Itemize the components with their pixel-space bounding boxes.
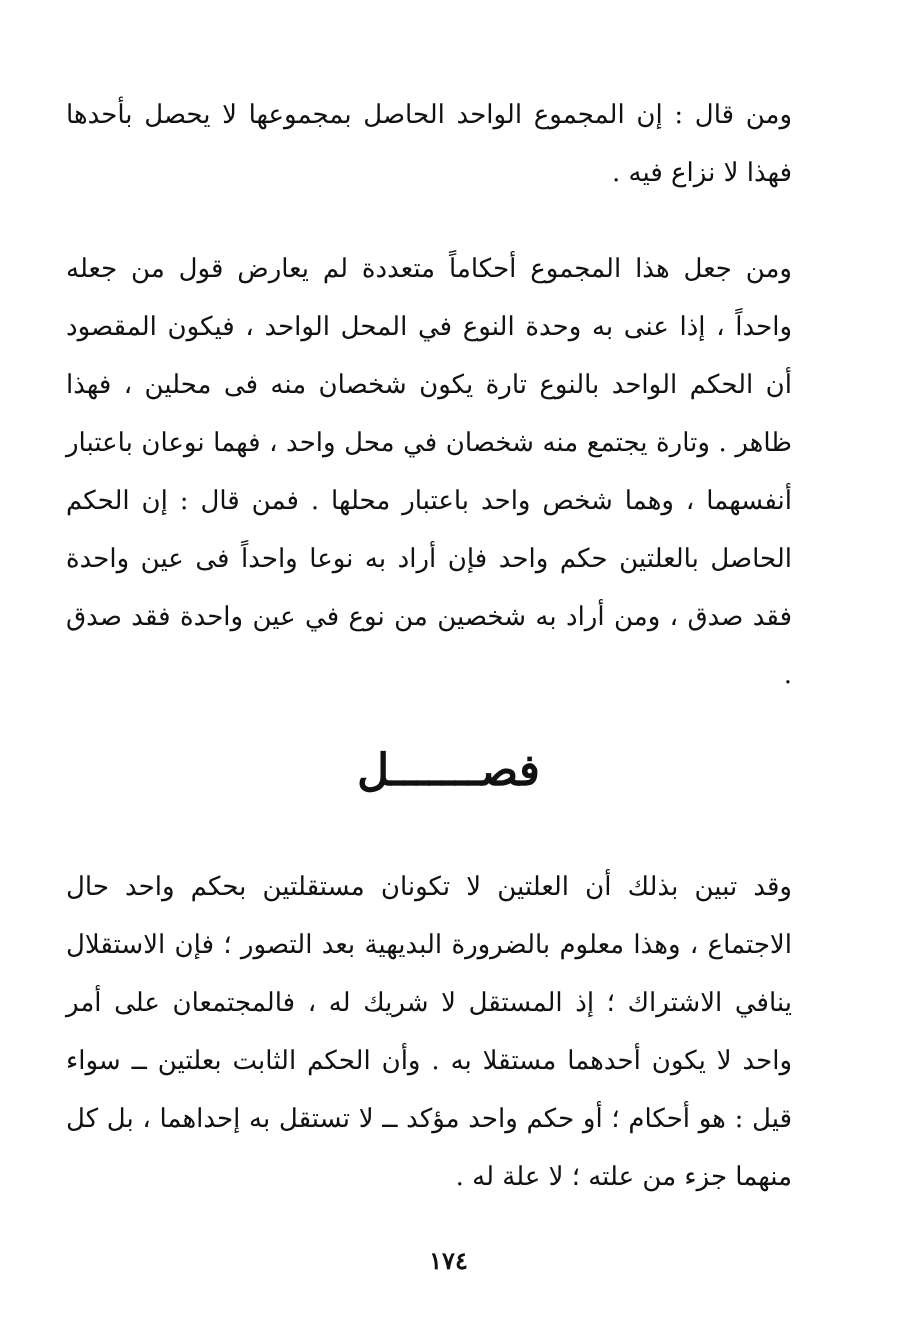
section-heading: فصـــــــل	[357, 745, 540, 796]
section-paragraph: وقد تبين بذلك أن العلتين لا تكونان مستقلتين بحكم واحد حال الاجتماع ، وهذا معلوم بالضرورة البديهية بعد التصور ؛ فإن الاستقلال ينافي الاشتراك ؛ إذ المستقل لا شريك له ، فالمجتمعان على أمر واحد لا يكون أحدهما مستقلا به . وأن الحكم الثابت بعلتين ــ سواء قيل : هو أحكام ؛ أو حكم واحد مؤكد ــ لا تستقل به إحداهما ، بل كل منهما جزء من علته ؛ لا علة له .	[66, 872, 792, 1192]
page-number: ١٧٤	[429, 1246, 468, 1275]
paragraph-2: ومن جعل هذا المجموع أحكاماً متعددة لم يعارض قول من جعله واحداً ، إذا عنى به وحدة النوع في المحل الواحد ، فيكون المقصود أن الحكم الواحد بالنوع تارة يكون شخصان منه فى محلين ، فهذا ظاهر . وتارة يجتمع منه شخصان في محل واحد ، فهما نوعان باعتبار أنفسهما ، وهما شخص واحد باعتبار محلها . فمن قال : إن الحكم الحاصل بالعلتين حكم واحد فإن أراد به نوعا واحداً فى عين واحدة فقد صدق ، ومن أراد به شخصين من نوع في عين واحدة فقد صدق .	[66, 254, 792, 690]
paragraph-1: ومن قال : إن المجموع الواحد الحاصل بمجموعها لا يحصل بأحدها فهذا لا نزاع فيه .	[66, 100, 792, 188]
